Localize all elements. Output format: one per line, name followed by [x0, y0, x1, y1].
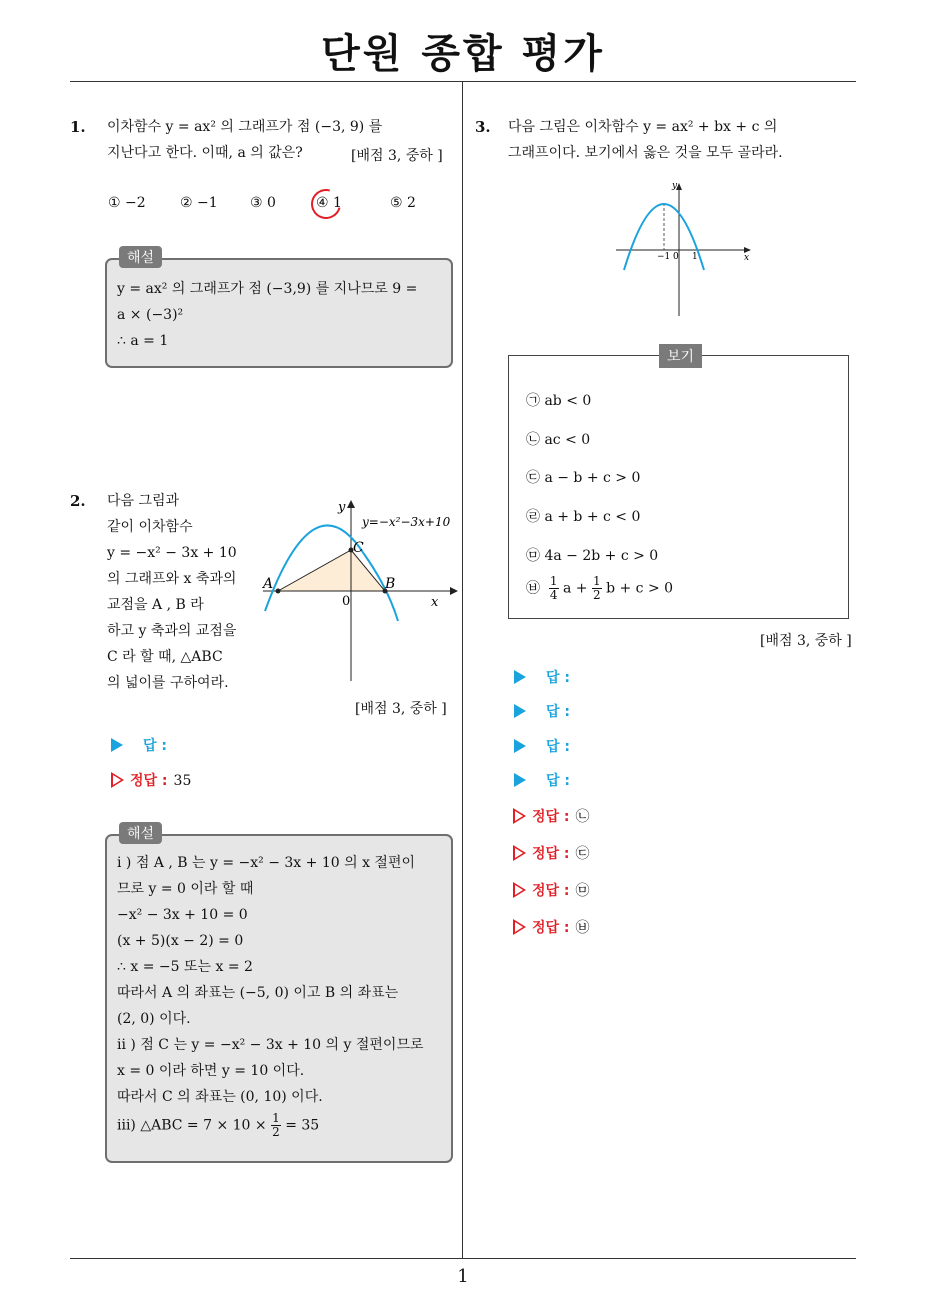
q2-solution-box	[105, 834, 453, 1163]
q2-solution-tag: 해설	[119, 822, 162, 844]
play-outline-icon	[513, 845, 526, 861]
point-c-label: C	[353, 540, 364, 556]
q1-solution-line1: y = ax² 의 그래프가 점 (−3,9) 를 지나므로 9 =	[117, 281, 418, 297]
q1-solution-line3: ∴ a = 1	[117, 333, 169, 349]
q2-line: 의 그래프와 x 축과의	[107, 571, 237, 587]
q1-solution-line2: a × (−3)²	[117, 307, 184, 323]
q1-choice-4[interactable]: ④ 1	[316, 195, 342, 211]
q3-question	[508, 114, 853, 166]
q3-correct-value: ㉤	[575, 883, 590, 899]
q2-solution-final-result: = 35	[285, 1117, 320, 1134]
q2-answer-label: 답 :	[143, 738, 167, 754]
bottom-divider	[70, 1258, 856, 1259]
numerator: 1	[549, 574, 558, 588]
q3-answer-field-4[interactable]	[514, 770, 570, 790]
play-icon	[514, 670, 526, 684]
q2-solution-line: (x + 5)(x − 2) = 0	[117, 933, 244, 949]
q2-solution-line: (2, 0) 이다.	[117, 1011, 191, 1027]
q2-number: 2.	[70, 492, 86, 510]
q3-number: 3.	[475, 118, 491, 136]
q1-number: 1.	[70, 118, 86, 136]
point-a-label: A	[263, 576, 274, 592]
q3-answer-field-2[interactable]	[514, 701, 570, 721]
q3-correct-label: 정답 :	[532, 846, 570, 862]
q2-correct-label: 정답 :	[130, 773, 168, 789]
q3-correct-value: ㉢	[575, 846, 590, 862]
y-axis-label: y	[672, 181, 678, 191]
q3-option-6	[526, 575, 673, 602]
q3-answer-label: 답 :	[546, 739, 570, 755]
play-outline-icon	[513, 919, 526, 935]
x-axis-label: x	[744, 253, 750, 263]
q2-correct-value: 35	[173, 773, 192, 789]
numerator: 1	[592, 574, 601, 588]
tick-1-label: 1	[692, 252, 698, 262]
q2-answer-field[interactable]	[111, 735, 167, 755]
q3-option-2: ㉡ ac < 0	[526, 432, 591, 448]
q2-solution-line: −x² − 3x + 10 = 0	[117, 907, 248, 923]
q1-choice-2[interactable]: ② −1	[180, 195, 218, 211]
q3-option-4: ㉣ a + b + c < 0	[526, 509, 641, 525]
selected-answer-circle-icon	[306, 184, 347, 225]
q2-line: 같이 이차함수	[107, 519, 193, 535]
q2-solution-line: ii ) 점 C 는 y = −x² − 3x + 10 의 y 절편이므로	[117, 1037, 424, 1053]
play-icon	[514, 704, 526, 718]
q3-correct-label: 정답 :	[532, 809, 570, 825]
point-b-label: B	[385, 576, 396, 592]
q3-correct-answer-3	[513, 880, 590, 900]
q2-correct-answer	[111, 770, 191, 790]
play-outline-icon	[513, 808, 526, 824]
column-divider	[462, 82, 463, 1258]
denominator: 4	[549, 588, 558, 602]
numerator: 1	[272, 1111, 280, 1125]
q3-score: [배점 3, 중하 ]	[760, 633, 852, 649]
q2-solution-line: 따라서 C 의 좌표는 (0, 10) 이다.	[117, 1089, 323, 1105]
fraction	[271, 1112, 281, 1139]
q2-solution-line: i ) 점 A , B 는 y = −x² − 3x + 10 의 x 절편이	[117, 855, 415, 871]
q1-solution-box	[105, 258, 453, 368]
q2-score: [배점 3, 중하 ]	[355, 701, 447, 717]
function-label: y=−x²−3x+10	[362, 515, 451, 529]
q2-parabola-graph	[258, 496, 458, 686]
page-title: 단원 종합 평가	[321, 31, 605, 77]
q2-solution-line: 므로 y = 0 이라 할 때	[117, 881, 254, 897]
q3-parabola-graph	[612, 178, 757, 320]
option6-end: b + c > 0	[606, 580, 674, 597]
q3-answer-label: 답 :	[546, 704, 570, 720]
origin-label: 0	[342, 594, 351, 609]
q2-question	[107, 488, 267, 696]
q1-choice-3[interactable]: ③ 0	[250, 195, 276, 211]
q3-answer-label: 답 :	[546, 773, 570, 789]
q3-correct-answer-1	[513, 806, 590, 826]
q1-choice-1[interactable]: ① −2	[108, 195, 146, 211]
q3-option-3: ㉢ a − b + c > 0	[526, 470, 641, 486]
q1-solution-tag: 해설	[119, 246, 162, 268]
play-icon	[514, 739, 526, 753]
q2-solution-final-text: iii) △ABC = 7 × 10 ×	[117, 1117, 267, 1134]
q2-solution-line: x = 0 이라 하면 y = 10 이다.	[117, 1063, 305, 1079]
q3-options-tag: 보기	[659, 344, 702, 368]
option6-mid: a +	[563, 580, 588, 597]
q3-option-5: ㉤ 4a − 2b + c > 0	[526, 548, 659, 564]
q3-option-1: ㉠ ab < 0	[526, 393, 592, 409]
tick-0-label: 0	[673, 252, 679, 262]
triangle-abc	[278, 550, 385, 591]
q3-line2: 그래프이다. 보기에서 옳은 것을 모두 골라라.	[508, 145, 783, 161]
q3-correct-answer-4	[513, 917, 590, 937]
play-outline-icon	[111, 772, 124, 788]
tick-neg1-label: −1	[657, 252, 671, 262]
play-icon	[514, 773, 526, 787]
q2-line: y = −x² − 3x + 10	[107, 545, 237, 561]
play-outline-icon	[513, 882, 526, 898]
q3-answer-field-3[interactable]	[514, 736, 570, 756]
q1-choice-5[interactable]: ⑤ 2	[390, 195, 416, 211]
q3-correct-answer-2	[513, 843, 590, 863]
q3-answer-label: 답 :	[546, 670, 570, 686]
q3-answer-field-1[interactable]	[514, 667, 570, 687]
q2-line: 교점을 A , B 라	[107, 597, 204, 613]
play-icon	[111, 738, 123, 752]
q2-solution-final-line	[117, 1112, 441, 1139]
fraction	[592, 575, 602, 602]
option6-marker: ㉥	[526, 580, 540, 597]
q3-correct-value: ㉡	[575, 809, 590, 825]
q3-line1: 다음 그림은 이차함수 y = ax² + bx + c 의	[508, 119, 778, 135]
q2-line: 의 넓이를 구하여라.	[107, 675, 229, 691]
q3-correct-value: ㉥	[575, 920, 590, 936]
q3-correct-label: 정답 :	[532, 883, 570, 899]
q2-line: 하고 y 축과의 교점을	[107, 623, 237, 639]
page-number: 1	[457, 1266, 469, 1287]
q1-score: [배점 3, 중하 ]	[351, 148, 443, 164]
q3-correct-label: 정답 :	[532, 920, 570, 936]
q2-line: 다음 그림과	[107, 493, 180, 509]
denominator: 2	[592, 588, 601, 602]
top-divider	[70, 81, 856, 82]
fraction	[549, 575, 559, 602]
q1-line2: 지난다고 한다. 이때, a 의 값은?	[107, 145, 303, 161]
q1-line1: 이차함수 y = ax² 의 그래프가 점 (−3, 9) 를	[107, 119, 383, 135]
y-axis-label: y	[338, 500, 346, 515]
q2-solution-line: 따라서 A 의 좌표는 (−5, 0) 이고 B 의 좌표는	[117, 985, 399, 1001]
q2-line: C 라 할 때, △ABC	[107, 649, 223, 665]
denominator: 2	[272, 1125, 280, 1139]
x-axis-label: x	[431, 595, 439, 610]
q2-solution-line: ∴ x = −5 또는 x = 2	[117, 959, 253, 975]
